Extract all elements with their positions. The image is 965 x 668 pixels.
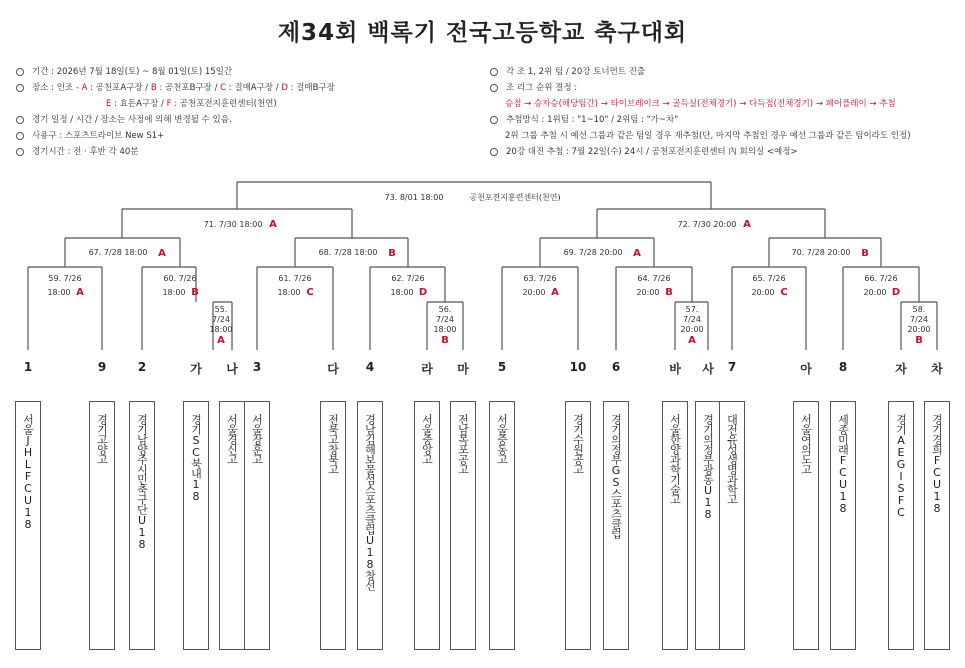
r16-time: 20:00	[863, 288, 887, 297]
r16-label: 63. 7/26	[523, 274, 557, 283]
team-name: 경기AEGISFC	[894, 414, 908, 518]
team-box	[129, 401, 155, 650]
r16-label: 59. 7/26	[48, 274, 82, 283]
r20-label: 57.	[685, 305, 699, 314]
ranking-criteria: 승점 → 승자승(해당팀간) → 타이브레이크 → 골득실(전체경기) → 다득점(전체경기) → 페어플레이 → 추첨	[505, 99, 896, 109]
team-box	[695, 401, 721, 650]
team-name: 경기남양주시민축구단U18	[135, 414, 149, 550]
r16-label: 60. 7/26	[163, 274, 197, 283]
team-seed: 바	[669, 362, 681, 376]
team-name: 경기고양고	[95, 414, 109, 464]
sf-label: 71. 7/30 18:00	[203, 220, 263, 229]
r20-label: 58.	[912, 305, 926, 314]
venue-code: C	[220, 83, 227, 93]
team-name: 서울한양과학기술고	[668, 414, 682, 504]
team-box	[357, 401, 383, 650]
team-name: 서울여의도고	[799, 414, 813, 474]
team-seed: 자	[895, 362, 907, 376]
r20-label: 7/24	[212, 315, 230, 324]
team-box	[793, 401, 819, 650]
field-letter: A	[76, 287, 84, 298]
team-box	[450, 401, 476, 650]
venue-name: 공천포전지훈련센터(천연)	[179, 99, 277, 109]
team-seed: 아	[800, 362, 812, 376]
r20-label: 18:00	[433, 325, 457, 334]
team-seed: 마	[457, 362, 469, 376]
field-letter: B	[915, 335, 923, 346]
notice-text: 경기 일정 / 시간 / 장소는 사정에 의해 변경될 수 있음.	[32, 115, 232, 125]
team-box	[183, 401, 209, 650]
info-left: 기간 : 2026년 7월 18일(토) ~ 8월 01일(토) 15일간 장소 : 인조 - A : 공천포A구장 / B : 공천포B구장 / C : 걸매A구장 / D : 걸매B구장 E : 효돈A구장 / F : 공천포전지훈련센터(천연) 경기 일정 / 시간 / 장소는 사정에 의해 변경될 수 있음. 사용구 : 스포츠트라이브 New S1+ 경기시간 : 전 · 후반 각 40분	[16, 64, 335, 160]
qf-label: 69. 7/28 20:00	[563, 248, 623, 257]
team-seed: 1	[23, 360, 33, 374]
qf-label: 67. 7/28 18:00	[88, 248, 148, 257]
team-box	[15, 401, 41, 650]
team-seed: 차	[931, 362, 943, 376]
team-seed: 7	[727, 360, 737, 374]
r20-label: 20:00	[680, 325, 704, 334]
ball-text: 사용구 : 스포츠트라이브 New S1+	[32, 131, 165, 141]
team-box	[244, 401, 270, 650]
team-box	[219, 401, 245, 650]
r20-label: 7/24	[910, 315, 928, 324]
r20-label: 7/24	[683, 315, 701, 324]
team-name: 서울경신고	[225, 414, 239, 464]
ranking-title: 조 리그 순위 결정 :	[506, 83, 578, 93]
venue-code: F	[166, 99, 172, 109]
team-box	[565, 401, 591, 650]
venue-name: 공천포B구장	[164, 83, 212, 93]
team-seed: 9	[97, 360, 107, 374]
draw-date-text: 20강 대진 추첨 : 7월 22일(수) 24시 / 공천포전지훈련센터 內 회의실 <예정>	[506, 147, 798, 157]
venue-code: E	[106, 99, 112, 109]
tournament-title: 제34회 백록기 전국고등학교 축구대회	[277, 20, 688, 46]
field-letter: A	[269, 219, 277, 230]
team-seed: 5	[497, 360, 507, 374]
team-seed: 가	[190, 362, 202, 376]
field-letter: D	[418, 287, 428, 298]
team-box	[719, 401, 745, 650]
team-box	[888, 401, 914, 650]
team-seed: 라	[421, 362, 433, 376]
match-time-text: 경기시간 : 전 · 후반 각 40분	[32, 147, 139, 157]
team-box	[489, 401, 515, 650]
team-name: 서울장훈고	[250, 414, 264, 464]
team-seed: 8	[838, 360, 848, 374]
team-seed: 6	[611, 360, 621, 374]
team-name: 경기SC북내18	[189, 414, 203, 502]
team-box	[320, 401, 346, 650]
field-letter: A	[743, 219, 751, 230]
venue-prefix: 장소 : 인조 -	[32, 83, 79, 93]
venue-code: D	[281, 83, 288, 93]
r16-time: 20:00	[636, 288, 660, 297]
r20-label: 18:00	[209, 325, 233, 334]
sf-label: 72. 7/30 20:00	[677, 220, 737, 229]
field-letter: C	[306, 287, 314, 298]
team-name: 서울중앙고	[420, 414, 434, 464]
team-name: 경기의정부광동U18	[701, 414, 715, 520]
field-letter: A	[633, 248, 641, 259]
team-box	[414, 401, 440, 650]
team-name: 전북고창북고	[326, 414, 340, 474]
team-seed: 10	[569, 360, 587, 374]
qf-label: 68. 7/28 18:00	[318, 248, 378, 257]
team-name: 경기수원공고	[571, 414, 585, 474]
field-letter: A	[688, 335, 696, 346]
field-letter: D	[891, 287, 901, 298]
team-box	[830, 401, 856, 650]
team-seed: 사	[702, 362, 714, 376]
team-box	[603, 401, 629, 650]
team-name: 세종미래FCU18	[836, 414, 850, 514]
advance-text: 각 조 1, 2위 팀 / 20강 토너먼트 진출	[506, 67, 646, 77]
field-letter: B	[191, 287, 199, 298]
team-box	[924, 401, 950, 650]
final-venue: 공천포전지훈련센터(천연)	[469, 193, 561, 202]
team-name: 서울JHLFCU18	[21, 414, 35, 530]
draw-note-text: 2위 그룹 추첨 시 예선 그룹과 같은 팀일 경우 재추첨(단, 마지막 추첨인 경우 예선 그룹과 같은 팀이라도 인정)	[505, 131, 911, 141]
venue-code: A	[81, 83, 88, 93]
r16-time: 18:00	[47, 288, 71, 297]
r16-label: 64. 7/26	[637, 274, 671, 283]
r16-time: 18:00	[162, 288, 186, 297]
team-seed: 2	[137, 360, 147, 374]
r16-time: 18:00	[390, 288, 414, 297]
draw-method-text: 추첨방식 : 1위팀 : "1~10" / 2위팀 : "가~차"	[506, 115, 679, 125]
venue-name: 효돈A구장	[119, 99, 159, 109]
r20-label: 56.	[438, 305, 452, 314]
r20-label: 55.	[214, 305, 228, 314]
r16-time: 20:00	[751, 288, 775, 297]
field-letter: B	[665, 287, 673, 298]
r16-label: 62. 7/26	[391, 274, 425, 283]
r16-label: 61. 7/26	[278, 274, 312, 283]
qf-label: 70. 7/28 20:00	[791, 248, 851, 257]
team-seed: 다	[327, 362, 339, 376]
field-letter: B	[861, 248, 869, 259]
team-seed: 나	[226, 362, 238, 376]
field-letter: B	[388, 248, 396, 259]
team-name: 서울중동고	[495, 414, 509, 464]
venue-name: 걸매B구장	[296, 83, 335, 93]
r20-label: 7/24	[436, 315, 454, 324]
team-name: 대전유성생명과학고	[725, 414, 739, 504]
venue-code: B	[150, 83, 157, 93]
team-box	[662, 401, 688, 650]
team-name: 경남김해보물섬스포츠클럽U18창선	[363, 414, 377, 590]
field-letter: A	[217, 335, 225, 346]
team-box	[89, 401, 115, 650]
field-letter: A	[158, 248, 166, 259]
team-seed: 3	[252, 360, 262, 374]
team-name: 경기경희FCU18	[930, 414, 944, 514]
team-seed: 4	[365, 360, 375, 374]
r16-label: 65. 7/26	[752, 274, 786, 283]
final-label: 73. 8/01 18:00	[384, 193, 444, 202]
team-name: 전남목포공고	[456, 414, 470, 474]
team-name: 경기의정부GS스포츠클럽	[609, 414, 623, 538]
r16-label: 66. 7/26	[864, 274, 898, 283]
venue-name: 걸매A구장	[234, 83, 274, 93]
period-text: 기간 : 2026년 7월 18일(토) ~ 8월 01일(토) 15일간	[32, 67, 233, 77]
r20-label: 20:00	[907, 325, 931, 334]
field-letter: C	[780, 287, 788, 298]
venue-name: 공천포A구장	[95, 83, 143, 93]
field-letter: B	[441, 335, 449, 346]
r16-time: 18:00	[277, 288, 301, 297]
field-letter: A	[551, 287, 559, 298]
r16-time: 20:00	[522, 288, 546, 297]
